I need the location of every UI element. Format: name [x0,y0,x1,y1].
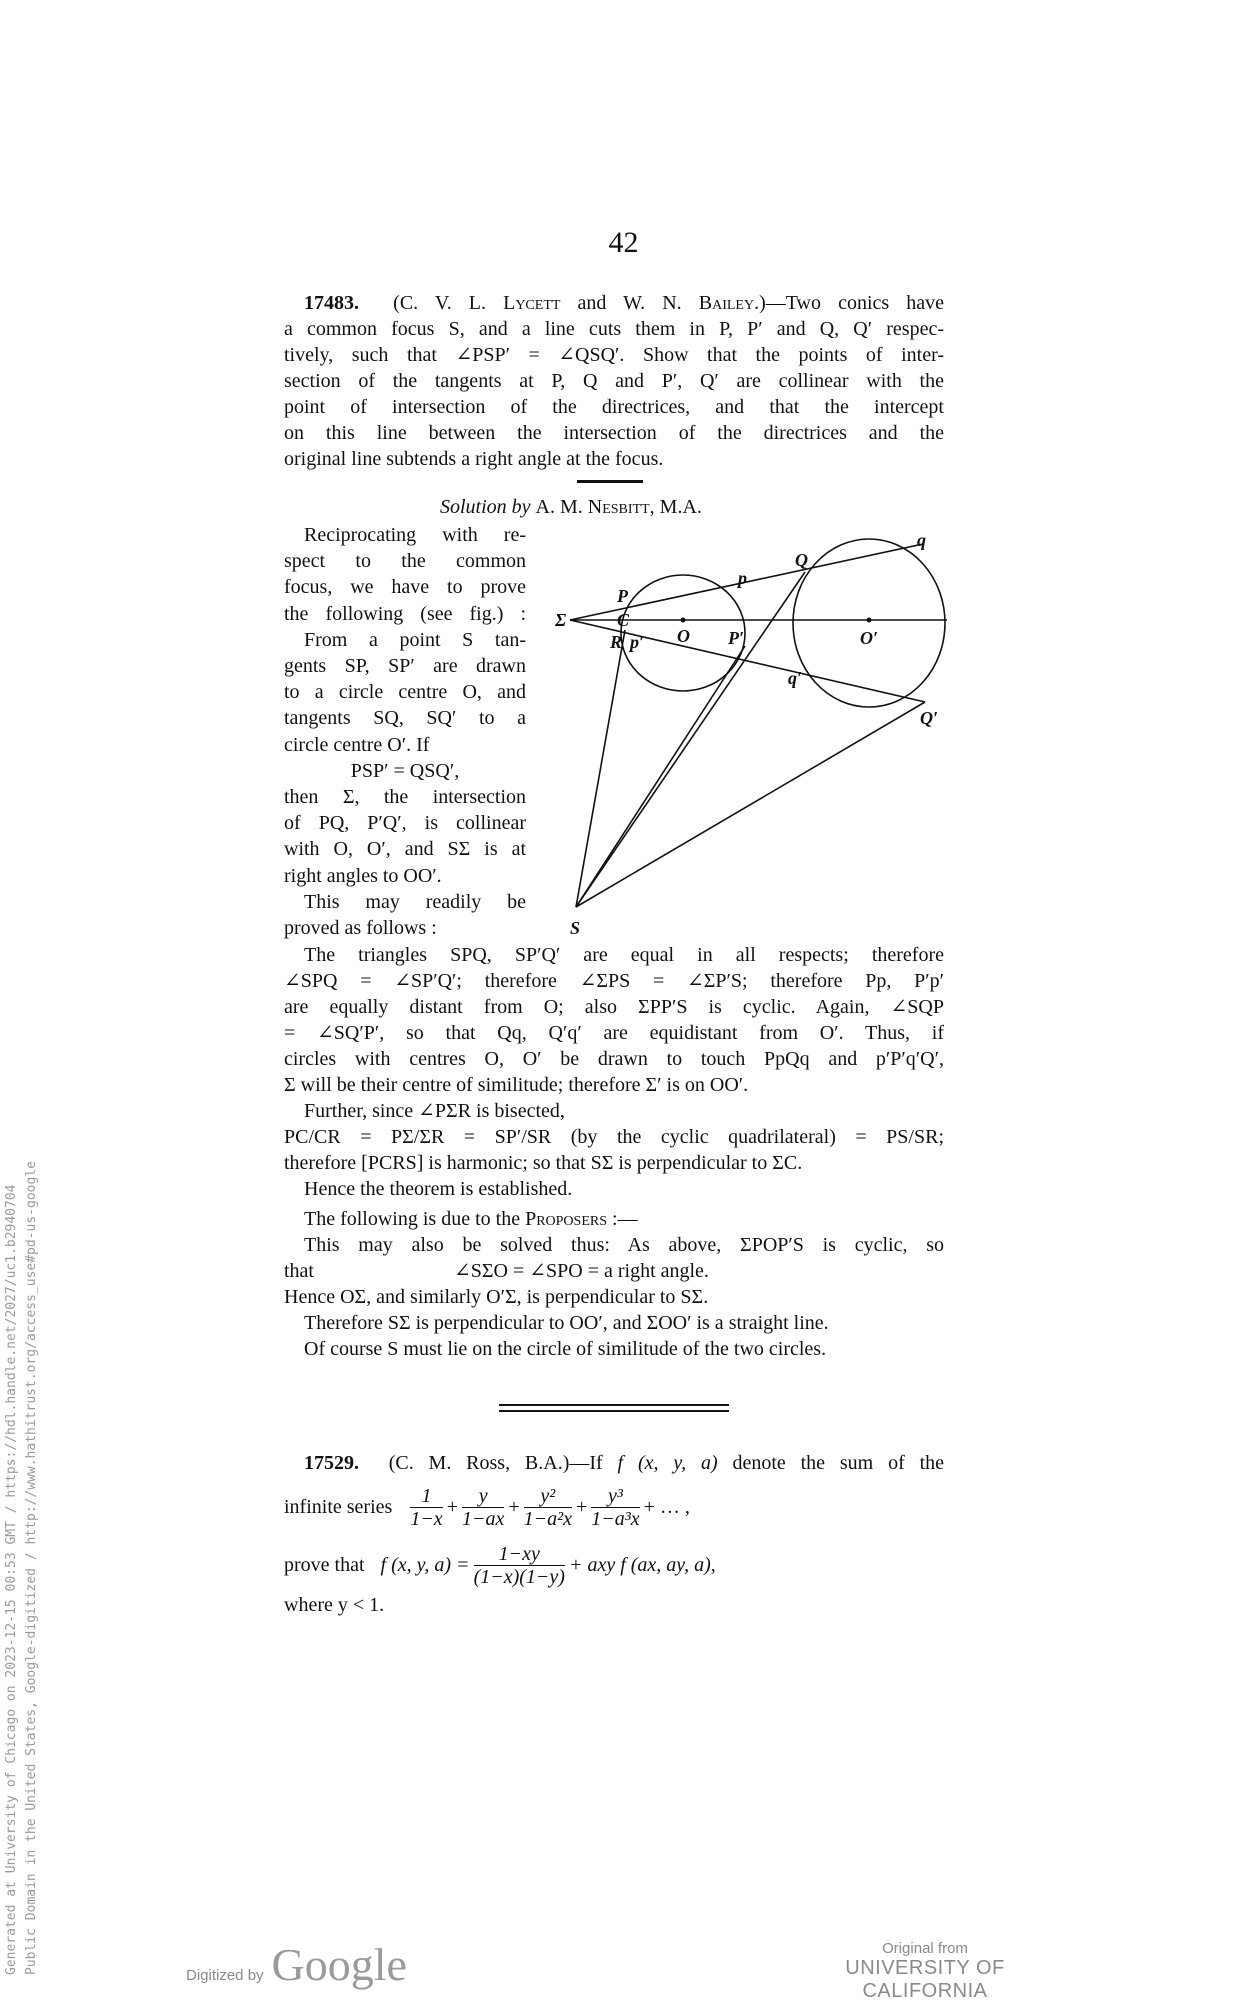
term-fraction [524,1485,572,1530]
double-rule-top [499,1404,729,1406]
lhs: f (x, y, a) = [380,1554,470,1576]
author-2: Bailey [698,292,755,314]
rhs-tail: + axy f (ax, ay, a), [568,1554,716,1576]
label-q-prime: q′ [788,668,803,688]
institution-name: UNIVERSITY OF CALIFORNIA [845,1957,1005,2002]
numerator: y² [524,1485,572,1508]
label-Q-prime: Q′ [920,708,939,728]
text-line: gents SP, SP′ are drawn [284,655,526,678]
denominator: 1−a²x [523,1507,572,1530]
label-O: O [677,626,690,646]
original-from-label: Original from [882,1940,968,1957]
text-line: Therefore SΣ is perpendicular to OO′, and ΣOO′ is a straight line. [304,1312,829,1334]
solution-author: A. M. Nesbitt, M.A. [535,496,702,518]
text-line: This may also be solved thus: As above, ΣPOP′S is cyclic, so [304,1234,944,1256]
text-line: proved as follows : [284,917,437,940]
text-line: of PQ, P′Q′, is collinear [284,812,526,835]
text-line: right angles to OO′. [284,864,442,887]
digitized-by-google [186,1938,407,1991]
text-line: section of the tangents at P, Q and P′, Q′ are collinear with the [284,370,944,392]
series-line [284,1480,944,1534]
denominator: 1−x [410,1507,443,1530]
text-line: Of course S must lie on the circle of similitude of the two circles. [304,1338,827,1360]
text-line: circles with centres O, O′ be drawn to touch PpQq and p′P′q′Q′, [284,1048,944,1070]
that-word: that [284,1260,314,1282]
solution-label: Solution by [440,496,531,518]
problem-17529 [284,1450,944,1618]
text-line: on this line between the intersection of the directrices and the [284,422,944,444]
line-S-P-prime [576,646,745,907]
text-line: Reciprocating with re- [304,524,526,546]
text-line: with O, O′, and SΣ is at [284,838,526,861]
equation: PSP′ = QSQ′, [350,759,460,782]
text-line: tively, such that ∠PSP′ = ∠QSQ′. Show that the points of inter- [284,344,944,366]
text-line: focus, we have to prove [284,576,526,599]
problem-17483 [284,290,944,472]
double-rule-bottom [499,1410,729,1412]
label-Q: Q [795,550,808,570]
text-line: ∠SPQ = ∠SP′Q′; therefore ∠ΣPS = ∠ΣP′S; therefore Pp, P′p′ [284,970,944,992]
text-line: spect to the common [284,550,526,573]
solution-main-text [284,942,944,1362]
text-line: tangents SQ, SQ′ to a [284,707,526,730]
numerator: 1−xy [474,1543,565,1566]
text-line: The triangles SPQ, SP′Q′ are equal in all respects; therefore [304,944,944,966]
numerator: 1 [410,1485,442,1508]
separator-rule [577,480,643,483]
prove-label: prove that [284,1554,365,1576]
label-p: p [738,568,747,588]
text-line: the following (see fig.) : [284,602,526,625]
problem-heading [284,1450,944,1476]
label-C: C [617,610,630,630]
term-fraction [462,1485,504,1530]
label-O-prime: O′ [860,628,879,648]
problem-number: 17483. [304,292,359,314]
watermark-line-1: Generated at University of Chicago on 2023-12-15 00:53 GMT / https://hdl.handle.net/2027/uc1.b2940704 [4,1184,19,1975]
text-line: This may readily be [304,890,526,913]
label-P-prime: P′ [728,628,745,648]
digitized-by-label: Digitized by [186,1967,264,1984]
author-1: Lycett [503,292,561,314]
point-O [681,618,686,623]
text-line: original line subtends a right angle at the focus. [284,448,664,470]
problem-number: 17529. [304,1452,359,1474]
text-line: therefore [PCRS] is harmonic; so that SΣ is perpendicular to ΣC. [284,1152,803,1174]
text-line: circle centre O′. If [284,733,430,756]
plus: + [576,1496,588,1518]
numerator: y [462,1485,504,1508]
problem-author: (C. M. Ross, B.A.)—If [388,1452,618,1474]
proposers-suffix: :— [607,1208,638,1230]
plus: + [446,1496,458,1518]
prove-line [284,1538,944,1592]
heading-rest: denote the sum of the [717,1452,945,1474]
text-line: where y < 1. [284,1594,385,1616]
line-S-Q [576,572,805,907]
series-label: infinite series [284,1496,393,1518]
denominator: 1−ax [461,1507,505,1530]
text-line: Σ will be their centre of similitude; therefore Σ′ is on OO′. [284,1074,749,1096]
text-line: Further, since ∠PΣR is bisected, [304,1100,565,1122]
proposers: Proposers [525,1208,608,1230]
text-line: to a circle centre O, and [284,681,526,704]
ellipsis: + … , [643,1496,690,1518]
rhs-fraction [474,1543,565,1588]
original-from [780,1940,1070,2003]
plus: + [508,1496,520,1518]
authors-close: .)—Two conics have [754,292,945,314]
term-fraction [591,1485,639,1530]
page-number: 42 [608,226,639,259]
proposers-line [284,1206,944,1232]
solution-left-column [284,522,526,941]
label-p-prime: p′ [630,632,645,652]
google-logo: Google [271,1939,407,1990]
watermark-line-2: Public Domain in the United States, Google-digitized / http://www.hathitrust.org/access_use#pd-us-google [24,1161,39,1975]
text-line [284,1258,944,1284]
text-line: = ∠SQ′P′, so that Qq, Q′q′ are equidistant from O′. Thus, if [284,1022,944,1044]
geometry-figure [555,524,955,944]
numerator: y³ [591,1485,639,1508]
text-line: then Σ, the intersection [284,786,526,809]
label-sigma: Σ [555,610,567,630]
label-P: P [617,586,628,606]
line-S-R [576,630,625,907]
denominator: 1−a³x [591,1507,640,1530]
equation: ∠SΣO = ∠SPO = a right angle. [454,1260,709,1282]
text-line: Hence the theorem is established. [304,1178,573,1200]
text-line: Hence OΣ, and similarly O′Σ, is perpendicular to SΣ. [284,1286,709,1308]
authors-and: and W. N. [560,292,699,314]
term-fraction [410,1485,442,1530]
problem-heading [284,290,944,316]
label-q: q [917,530,926,550]
line-S-Q-prime [576,702,925,907]
authors-open: (C. V. L. [393,292,504,314]
solution-byline [440,496,702,519]
label-S: S [570,918,581,938]
text-line: a common focus S, and a line cuts them in P, P′ and Q, Q′ respec- [284,318,944,340]
text-line: From a point S tan- [304,628,526,651]
circle-O-prime [793,539,945,707]
function-f: f (x, y, a) [617,1452,718,1474]
text-line: are equally distant from O; also ΣPP′S is cyclic. Again, ∠SQP [284,996,944,1018]
point-O-prime [867,618,872,623]
denominator: (1−x)(1−y) [473,1565,565,1588]
text-line: PC/CR = PΣ/ΣR = SP′/SR (by the cyclic quadrilateral) = PS/SR; [284,1126,944,1148]
text-line: point of intersection of the directrices, and that the intercept [284,396,944,418]
proposers-prefix: The following is due to the [304,1208,526,1230]
label-R: R [610,632,623,652]
